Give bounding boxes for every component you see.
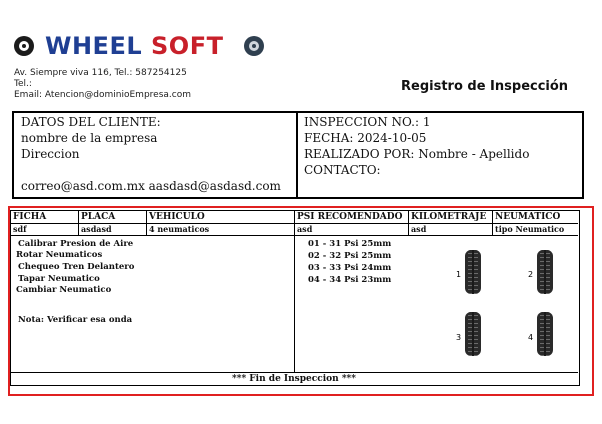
cell-neumatico: tipo Neumatico: [495, 224, 565, 234]
tire-label-1: 1: [456, 270, 462, 279]
task-item: Cambiar Neumatico: [16, 285, 112, 295]
inspection-done-by: REALIZADO POR: Nombre - Apellido: [304, 147, 530, 161]
psi-reading: 01 - 31 Psi 25mm: [308, 239, 392, 249]
client-box-divider: [296, 113, 298, 197]
inspection-date: FECHA: 2024-10-05: [304, 131, 427, 145]
col-header-placa: PLACA: [81, 212, 116, 222]
task-item: Tapar Neumatico: [18, 274, 100, 284]
tire-label-4: 4: [528, 333, 534, 342]
tire-label-2: 2: [528, 270, 534, 279]
company-tel: Tel.:: [14, 79, 32, 89]
task-item: Chequeo Tren Delantero: [18, 262, 135, 272]
col-header-psi: PSI RECOMENDADO: [297, 212, 403, 222]
inspection-number: INSPECCION NO.: 1: [304, 115, 431, 129]
brand-soft-text: SOFT: [151, 32, 224, 60]
inspection-table: [10, 210, 580, 386]
client-heading: DATOS DEL CLIENTE:: [21, 115, 161, 129]
client-address: Direccion: [21, 147, 80, 161]
col-divider-4: [408, 210, 409, 235]
document-title: Registro de Inspección: [401, 79, 569, 94]
task-item: Rotar Neumaticos: [16, 250, 103, 260]
task-item: Calibrar Presion de Aire: [18, 239, 134, 249]
col-header-vehiculo: VEHICULO: [149, 212, 205, 222]
tire-icon: [465, 250, 481, 294]
cell-vehiculo: 4 neumaticos: [149, 224, 210, 234]
inspection-contact: CONTACTO:: [304, 163, 381, 177]
company-address: Av. Siempre viva 116, Tel.: 587254125: [14, 68, 187, 78]
psi-reading: 04 - 34 Psi 23mm: [308, 275, 392, 285]
psi-reading: 02 - 32 Psi 25mm: [308, 251, 392, 261]
wheel-logo-left-icon: [14, 36, 34, 56]
inspection-note: Nota: Verificar esa onda: [18, 315, 133, 325]
table-footer: *** Fin de Inspeccion ***: [232, 374, 356, 384]
tire-icon: [537, 312, 553, 356]
tire-icon: [537, 250, 553, 294]
col-divider-5: [492, 210, 493, 235]
client-emails: correo@asd.com.mx aasdasd@asdasd.com: [21, 179, 281, 193]
cell-psi: asd: [297, 224, 313, 234]
brand-logo: [45, 31, 223, 61]
brand-wheel-text: WHEEL: [45, 32, 143, 60]
col-header-ficha: FICHA: [13, 212, 47, 222]
tire-label-3: 3: [456, 333, 462, 342]
cell-kilometraje: asd: [411, 224, 427, 234]
psi-reading: 03 - 33 Psi 24mm: [308, 263, 392, 273]
client-company: nombre de la empresa: [21, 131, 158, 145]
col-divider-3: [294, 210, 295, 372]
cell-ficha: sdf: [13, 224, 27, 234]
tire-icon: [465, 312, 481, 356]
col-divider-1: [78, 210, 79, 235]
wheel-logo-right-icon: [244, 36, 264, 56]
company-email: Email: Atencion@dominioEmpresa.com: [14, 90, 191, 100]
col-divider-2: [146, 210, 147, 235]
cell-placa: asdasd: [81, 224, 112, 234]
col-header-neumatico: NEUMATICO: [495, 212, 561, 222]
col-header-kilometraje: KILOMETRAJE: [411, 212, 487, 222]
